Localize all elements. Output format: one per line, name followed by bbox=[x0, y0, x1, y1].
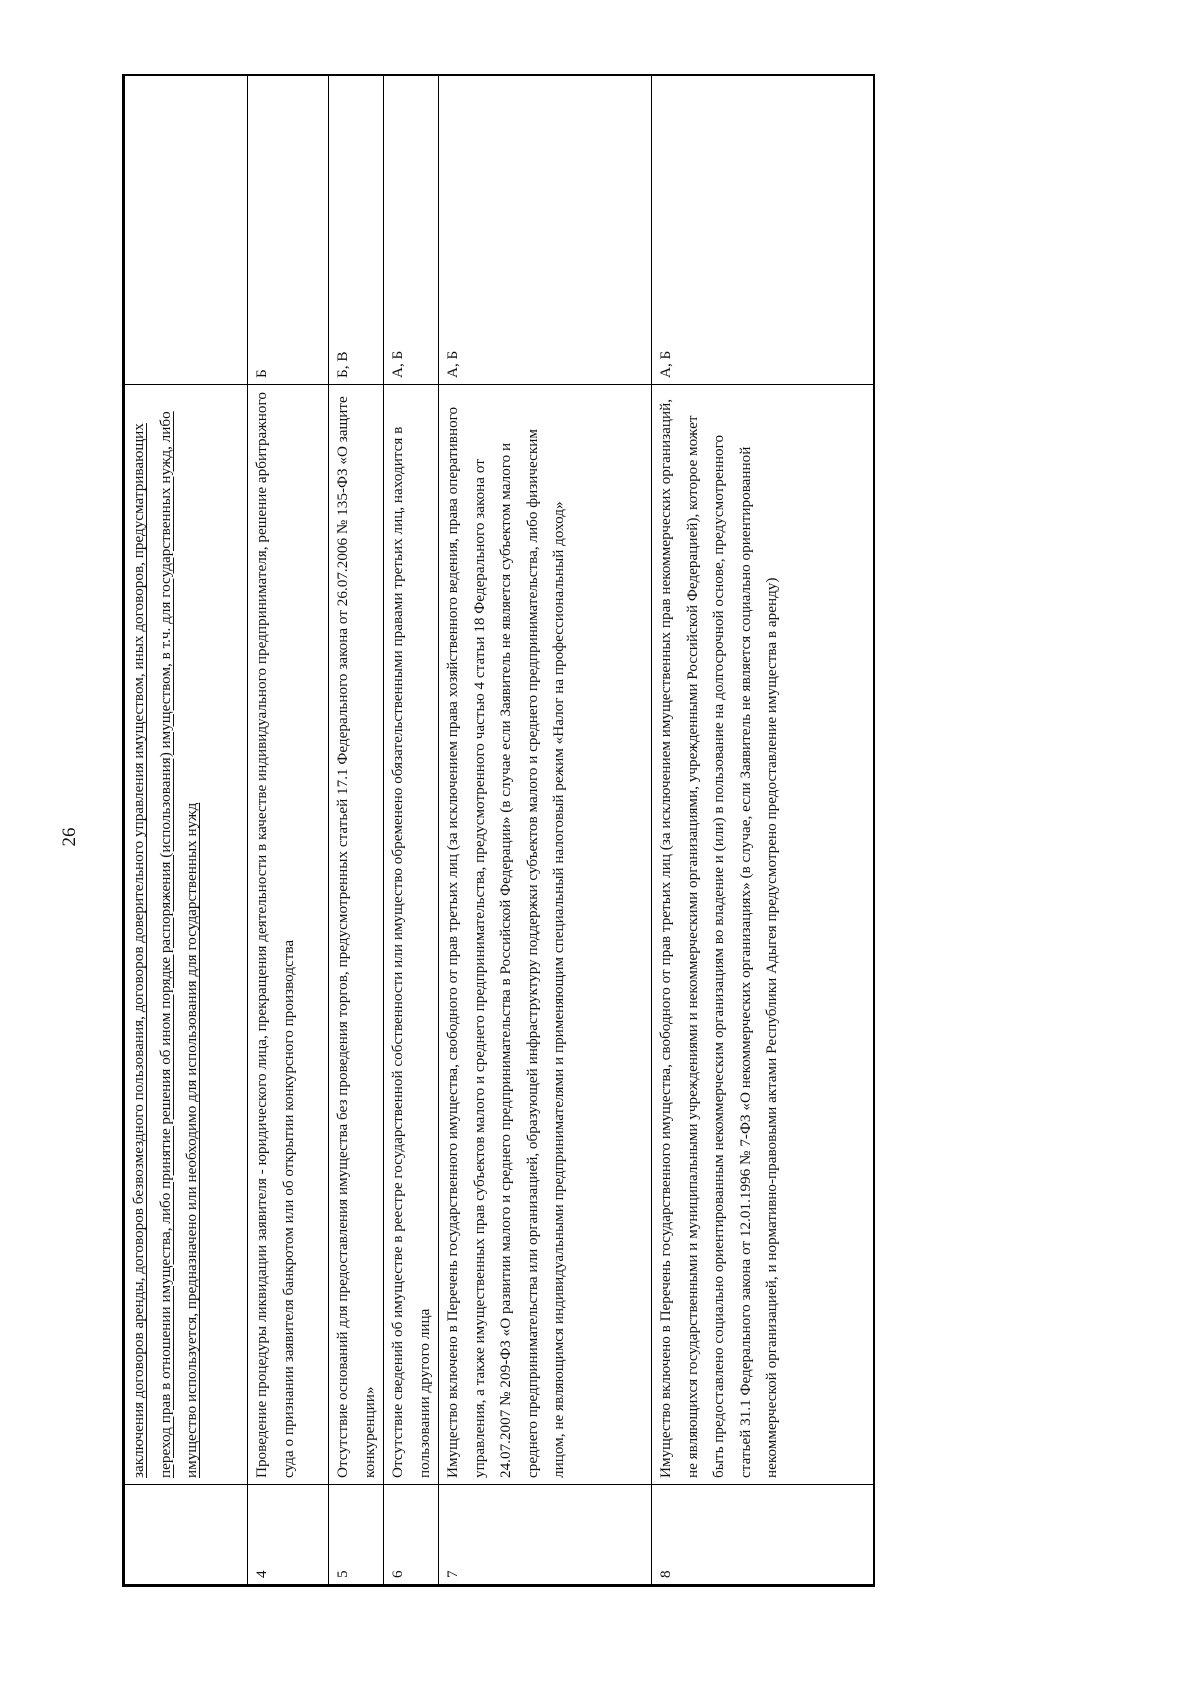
row-number bbox=[125, 1485, 248, 1585]
table-row bbox=[384, 76, 439, 1585]
row-text: Отсутствие оснований для предоставления имущества без проведения торгов, предусмотренных статьей 17.1 Федерального закона от 26.07.2006 № 135-ФЗ «О защите конкуренции» bbox=[329, 385, 384, 1485]
row-category: Б bbox=[248, 76, 329, 385]
row-number: 4 bbox=[248, 1485, 329, 1585]
page-number: 26 bbox=[59, 827, 80, 847]
row-category: Б, В bbox=[329, 76, 384, 385]
refusal-grounds-table bbox=[124, 75, 875, 1585]
row-text: заключения договоров аренды, договоров безвозмездного пользования, договоров доверительного управления имуществом, иных договоров, предусматривающих переход прав в отношении имущества, либо принятие решения об ином порядке распоряжения (использования) имуществом, в т.ч. для государственных нужд, либо имущество используется, предназначено или необходимо для использования для государственных нужд bbox=[125, 385, 248, 1485]
table-row bbox=[652, 76, 876, 1585]
table-row bbox=[125, 76, 248, 1585]
rotated-content bbox=[124, 76, 873, 1585]
row-number: 7 bbox=[439, 1485, 652, 1585]
row-category: А, Б bbox=[652, 76, 876, 385]
table-row bbox=[439, 76, 652, 1585]
table-row bbox=[329, 76, 384, 1585]
row-number: 5 bbox=[329, 1485, 384, 1585]
row-text: Отсутствие сведений об имуществе в реестре государственной собственности или имущество обременено обязательственными правами третьих лиц, находится в пользовании другого лица bbox=[384, 385, 439, 1485]
row-category: А, Б bbox=[384, 76, 439, 385]
rotated-table-frame bbox=[122, 74, 875, 1587]
row-number: 8 bbox=[652, 1485, 876, 1585]
table-row bbox=[248, 76, 329, 1585]
row-text: Имущество включено в Перечень государственного имущества, свободного от прав третьих лиц (за исключением имущественных прав некоммерческих организаций, не являющихся государственными и муниципальными учреждениями и некоммерческими организациями, учрежденными Российской Федерацией), которое может быть предоставлено социально ориентированным некоммерческим организациям во владение и (или) в пользование на долгосрочной основе, предусмотренного статьей 31.1 Федерального закона от 12.01.1996 № 7-ФЗ «О некоммерческих организациях» (в случае, если Заявитель не является социально ориентированной некоммерческой организацией, и нормативно-правовыми актами Республики Адыгея предусмотрено предоставление имущества в аренду) bbox=[652, 385, 876, 1485]
row-category: А, Б bbox=[439, 76, 652, 385]
row-category bbox=[125, 76, 248, 385]
row-text: Проведение процедуры ликвидации заявителя - юридического лица, прекращения деятельности в качестве индивидуального предпринимателя, решение арбитражного суда о признании заявителя банкротом или об открытии конкурсного производства bbox=[248, 385, 329, 1485]
row-number: 6 bbox=[384, 1485, 439, 1585]
row-text: Имущество включено в Перечень государственного имущества, свободного от прав третьих лиц (за исключением права хозяйственного ведения, права оперативного управления, а также имущественных прав субъектов малого и среднего предпринимательства, предусмотренного частью 4 статьи 18 Федерального закона от 24.07.2007 № 209-ФЗ «О развитии малого и среднего предпринимательства в Российской Федерации» (в случае если Заявитель не является субъектом малого и среднего предпринимательства или организацией, образующей инфраструктуру поддержки субъектов малого и среднего предпринимательства, либо физическим лицом, не являющимся индивидуальными предпринимателями и применяющим специальный налоговый режим «Налог на профессиональный доход» bbox=[439, 385, 652, 1485]
